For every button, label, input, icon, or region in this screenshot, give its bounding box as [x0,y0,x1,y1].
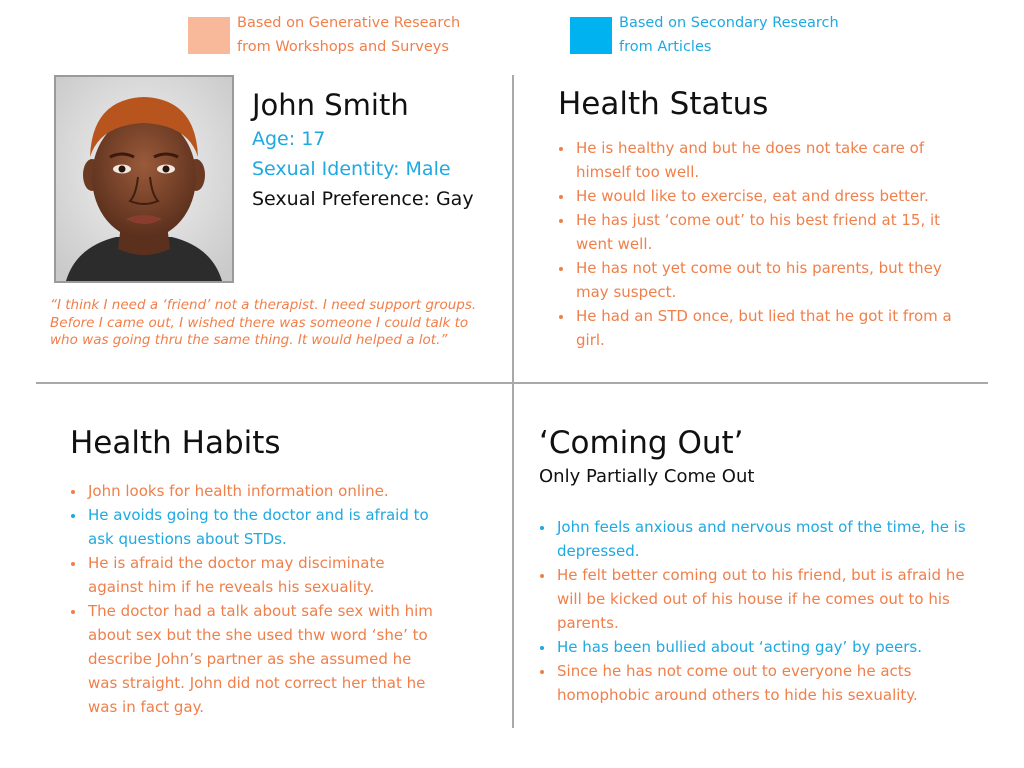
coming-out-subtitle: Only Partially Come Out [539,466,755,487]
list-item: He had an STD once, but lied that he got it from a girl. [558,304,978,352]
list-item: The doctor had a talk about safe sex with him about sex but the she used thw word ‘she’ to describe John’s partner as she assumed he was straight. John did not correct her that he was in fact gay. [70,599,440,719]
coming-out-title: ‘Coming Out’ [539,425,744,461]
health-habits-title: Health Habits [70,425,281,461]
persona-sexual-identity: Sexual Identity: Male [252,158,451,180]
persona-age: Age: 17 [252,128,326,150]
list-item: He avoids going to the doctor and is afraid to ask questions about STDs. [70,503,440,551]
list-item: He is afraid the doctor may disciminate against him if he reveals his sexuality. [70,551,440,599]
health-status-title: Health Status [558,86,769,122]
list-item: John feels anxious and nervous most of the time, he is depressed. [539,515,979,563]
legend-swatch-generative [188,17,230,54]
legend-label-generative: Based on Generative Research from Workshops and Surveys [237,15,461,55]
vertical-divider [512,75,514,728]
list-item: He has just ‘come out’ to his best friend at 15, it went well. [558,208,978,256]
persona-sexual-preference: Sexual Preference: Gay [252,188,474,210]
health-status-list [558,136,978,352]
list-item: He is healthy and but he does not take care of himself too well. [558,136,978,184]
list-item: He has been bullied about ‘acting gay’ by peers. [539,635,979,659]
health-habits-list [70,479,440,719]
portrait-image [56,77,232,281]
legend-swatch-secondary [570,17,612,54]
list-item: He felt better coming out to his friend, but is afraid he will be kicked out of his house if he comes out to his parents. [539,563,979,635]
list-item: John looks for health information online. [70,479,440,503]
list-item: He would like to exercise, eat and dress better. [558,184,978,208]
persona-quote: “I think I need a ‘friend’ not a therapist. I need support groups. Before I came out, I wished there was someone I could talk to who was going thru the same thing. It would helped a lot.” [50,297,477,349]
coming-out-list [539,515,979,707]
horizontal-divider [36,382,988,384]
legend-label-secondary: Based on Secondary Research from Articles [619,15,839,55]
list-item: Since he has not come out to everyone he acts homophobic around others to hide his sexuality. [539,659,979,707]
list-item: He has not yet come out to his parents, but they may suspect. [558,256,978,304]
profile-photo [54,75,234,283]
persona-name: John Smith [252,88,409,122]
